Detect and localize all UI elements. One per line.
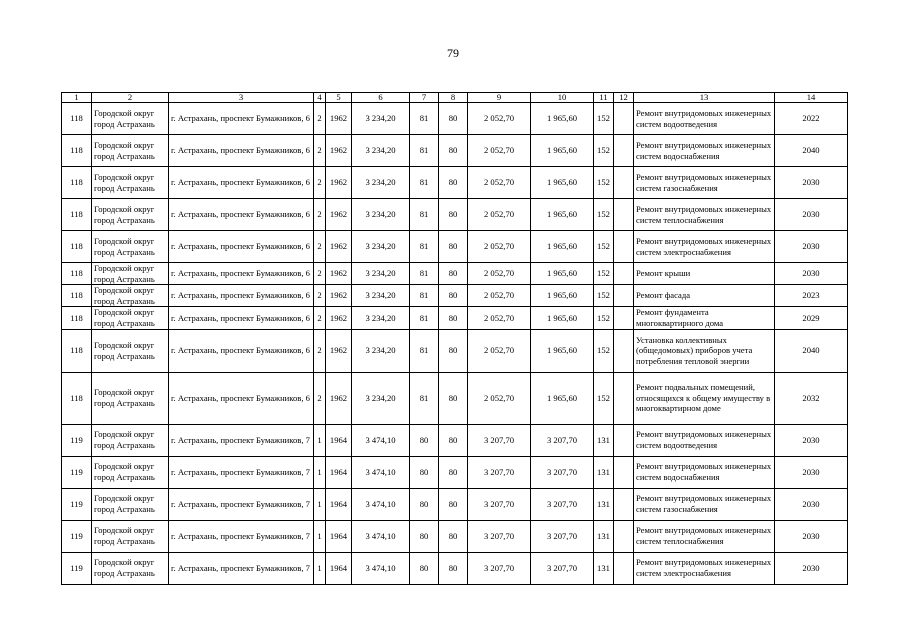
area-cell: 3 474,10 — [352, 456, 410, 488]
address-cell: г. Астрахань, проспект Бумажников, 7 — [169, 520, 314, 552]
col11-cell: 152 — [594, 103, 614, 135]
col11-cell: 152 — [594, 285, 614, 307]
planned-year-cell: 2023 — [775, 285, 848, 307]
col9-cell: 2 052,70 — [468, 135, 531, 167]
col4-cell: 1 — [314, 456, 326, 488]
work-type-cell: Ремонт внутридомовых инженерных систем теплоснабжения — [634, 520, 775, 552]
col12-cell — [614, 285, 634, 307]
col12-cell — [614, 520, 634, 552]
table-row — [62, 199, 848, 231]
column-number-row — [62, 93, 848, 103]
planned-year-cell: 2030 — [775, 552, 848, 584]
col11-cell: 131 — [594, 520, 614, 552]
col11-cell: 152 — [594, 372, 614, 424]
column-number-5: 5 — [326, 93, 352, 103]
col8-cell: 80 — [439, 488, 468, 520]
col8-cell: 80 — [439, 167, 468, 199]
col9-cell: 2 052,70 — [468, 285, 531, 307]
col9-cell: 3 207,70 — [468, 424, 531, 456]
work-type-cell: Ремонт внутридомовых инженерных систем теплоснабжения — [634, 199, 775, 231]
planned-year-cell: 2030 — [775, 167, 848, 199]
col4-cell: 2 — [314, 135, 326, 167]
work-type-cell: Ремонт внутридомовых инженерных систем электроснабжения — [634, 231, 775, 263]
address-cell: г. Астрахань, проспект Бумажников, 7 — [169, 456, 314, 488]
col12-cell — [614, 424, 634, 456]
column-number-14: 14 — [775, 93, 848, 103]
row-number: 118 — [62, 199, 92, 231]
col9-cell: 2 052,70 — [468, 231, 531, 263]
col12-cell — [614, 135, 634, 167]
planned-year-cell: 2030 — [775, 488, 848, 520]
area-cell: 3 234,20 — [352, 307, 410, 329]
table-row — [62, 329, 848, 372]
col11-cell: 152 — [594, 263, 614, 285]
area-cell: 3 234,20 — [352, 263, 410, 285]
year-cell: 1964 — [326, 520, 352, 552]
col7-cell: 81 — [410, 135, 439, 167]
col11-cell: 152 — [594, 329, 614, 372]
col7-cell: 81 — [410, 231, 439, 263]
col8-cell: 80 — [439, 263, 468, 285]
col7-cell: 80 — [410, 488, 439, 520]
municipality-cell: Городской округ город Астрахань — [92, 329, 169, 372]
planned-year-cell: 2029 — [775, 307, 848, 329]
address-cell: г. Астрахань, проспект Бумажников, 6 — [169, 307, 314, 329]
col9-cell: 2 052,70 — [468, 263, 531, 285]
col10-cell: 3 207,70 — [531, 552, 594, 584]
col12-cell — [614, 488, 634, 520]
year-cell: 1962 — [326, 263, 352, 285]
col11-cell: 152 — [594, 199, 614, 231]
work-type-cell: Ремонт внутридомовых инженерных систем водоотведения — [634, 424, 775, 456]
col7-cell: 81 — [410, 307, 439, 329]
page-number: 79 — [447, 46, 459, 60]
row-number: 118 — [62, 372, 92, 424]
col10-cell: 3 207,70 — [531, 456, 594, 488]
planned-year-cell: 2030 — [775, 456, 848, 488]
col4-cell: 2 — [314, 103, 326, 135]
col12-cell — [614, 372, 634, 424]
planned-year-cell: 2030 — [775, 231, 848, 263]
municipality-cell: Городской округ город Астрахань — [92, 285, 169, 307]
planned-year-cell: 2040 — [775, 135, 848, 167]
address-cell: г. Астрахань, проспект Бумажников, 6 — [169, 199, 314, 231]
row-number: 119 — [62, 456, 92, 488]
work-type-cell: Ремонт внутридомовых инженерных систем водоотведения — [634, 103, 775, 135]
col11-cell: 131 — [594, 456, 614, 488]
column-number-12: 12 — [614, 93, 634, 103]
year-cell: 1964 — [326, 424, 352, 456]
address-cell: г. Астрахань, проспект Бумажников, 6 — [169, 231, 314, 263]
work-type-cell: Ремонт крыши — [634, 263, 775, 285]
column-number-8: 8 — [439, 93, 468, 103]
col7-cell: 81 — [410, 199, 439, 231]
table-row — [62, 285, 848, 307]
address-cell: г. Астрахань, проспект Бумажников, 7 — [169, 552, 314, 584]
municipality-cell: Городской округ город Астрахань — [92, 488, 169, 520]
col4-cell: 2 — [314, 263, 326, 285]
area-cell: 3 474,10 — [352, 424, 410, 456]
work-type-cell: Ремонт внутридомовых инженерных систем электроснабжения — [634, 552, 775, 584]
column-number-2: 2 — [92, 93, 169, 103]
address-cell: г. Астрахань, проспект Бумажников, 6 — [169, 329, 314, 372]
municipality-cell: Городской округ город Астрахань — [92, 135, 169, 167]
planned-year-cell: 2030 — [775, 263, 848, 285]
col9-cell: 2 052,70 — [468, 167, 531, 199]
row-number: 118 — [62, 329, 92, 372]
col10-cell: 3 207,70 — [531, 520, 594, 552]
table-row — [62, 552, 848, 584]
col12-cell — [614, 329, 634, 372]
col9-cell: 3 207,70 — [468, 456, 531, 488]
col12-cell — [614, 456, 634, 488]
col11-cell: 152 — [594, 135, 614, 167]
col9-cell: 2 052,70 — [468, 372, 531, 424]
municipality-cell: Городской округ город Астрахань — [92, 552, 169, 584]
col8-cell: 80 — [439, 372, 468, 424]
row-number: 119 — [62, 424, 92, 456]
col10-cell: 3 207,70 — [531, 424, 594, 456]
col4-cell: 2 — [314, 372, 326, 424]
column-number-13: 13 — [634, 93, 775, 103]
col10-cell: 1 965,60 — [531, 199, 594, 231]
municipality-cell: Городской округ город Астрахань — [92, 372, 169, 424]
col8-cell: 80 — [439, 307, 468, 329]
col7-cell: 80 — [410, 424, 439, 456]
row-number: 119 — [62, 552, 92, 584]
col11-cell: 131 — [594, 424, 614, 456]
municipality-cell: Городской округ город Астрахань — [92, 231, 169, 263]
planned-year-cell: 2022 — [775, 103, 848, 135]
col4-cell: 1 — [314, 520, 326, 552]
work-type-cell: Ремонт внутридомовых инженерных систем водоснабжения — [634, 456, 775, 488]
year-cell: 1964 — [326, 552, 352, 584]
col11-cell: 152 — [594, 231, 614, 263]
row-number: 118 — [62, 285, 92, 307]
col9-cell: 2 052,70 — [468, 199, 531, 231]
table-row — [62, 372, 848, 424]
column-number-4: 4 — [314, 93, 326, 103]
year-cell: 1964 — [326, 488, 352, 520]
col10-cell: 1 965,60 — [531, 372, 594, 424]
col8-cell: 80 — [439, 520, 468, 552]
col4-cell: 1 — [314, 488, 326, 520]
area-cell: 3 234,20 — [352, 103, 410, 135]
address-cell: г. Астрахань, проспект Бумажников, 6 — [169, 285, 314, 307]
col10-cell: 1 965,60 — [531, 103, 594, 135]
column-number-7: 7 — [410, 93, 439, 103]
col12-cell — [614, 307, 634, 329]
col12-cell — [614, 263, 634, 285]
area-cell: 3 474,10 — [352, 488, 410, 520]
col7-cell: 81 — [410, 329, 439, 372]
year-cell: 1962 — [326, 199, 352, 231]
col9-cell: 2 052,70 — [468, 329, 531, 372]
col12-cell — [614, 103, 634, 135]
area-cell: 3 234,20 — [352, 231, 410, 263]
col4-cell: 1 — [314, 552, 326, 584]
row-number: 118 — [62, 167, 92, 199]
row-number: 118 — [62, 307, 92, 329]
area-cell: 3 234,20 — [352, 285, 410, 307]
col4-cell: 2 — [314, 231, 326, 263]
col8-cell: 80 — [439, 199, 468, 231]
col10-cell: 1 965,60 — [531, 307, 594, 329]
work-type-cell: Установка коллективных (общедомовых) приборов учета потребления тепловой энергии — [634, 329, 775, 372]
column-number-3: 3 — [169, 93, 314, 103]
address-cell: г. Астрахань, проспект Бумажников, 6 — [169, 167, 314, 199]
planned-year-cell: 2030 — [775, 424, 848, 456]
col4-cell: 2 — [314, 199, 326, 231]
column-number-10: 10 — [531, 93, 594, 103]
col10-cell: 1 965,60 — [531, 231, 594, 263]
col12-cell — [614, 199, 634, 231]
year-cell: 1962 — [326, 372, 352, 424]
planned-year-cell: 2030 — [775, 199, 848, 231]
column-number-6: 6 — [352, 93, 410, 103]
area-cell: 3 234,20 — [352, 135, 410, 167]
column-number-1: 1 — [62, 93, 92, 103]
col10-cell: 1 965,60 — [531, 329, 594, 372]
col8-cell: 80 — [439, 103, 468, 135]
column-number-9: 9 — [468, 93, 531, 103]
table-row — [62, 488, 848, 520]
work-type-cell: Ремонт внутридомовых инженерных систем водоснабжения — [634, 135, 775, 167]
col10-cell: 1 965,60 — [531, 285, 594, 307]
year-cell: 1962 — [326, 285, 352, 307]
row-number: 119 — [62, 520, 92, 552]
year-cell: 1964 — [326, 456, 352, 488]
column-number-11: 11 — [594, 93, 614, 103]
col7-cell: 80 — [410, 520, 439, 552]
col11-cell: 152 — [594, 167, 614, 199]
col10-cell: 1 965,60 — [531, 135, 594, 167]
row-number: 118 — [62, 231, 92, 263]
municipality-cell: Городской округ город Астрахань — [92, 167, 169, 199]
col8-cell: 80 — [439, 231, 468, 263]
row-number: 118 — [62, 263, 92, 285]
table-row — [62, 135, 848, 167]
col9-cell: 2 052,70 — [468, 307, 531, 329]
col11-cell: 131 — [594, 552, 614, 584]
capital-repair-table — [61, 92, 848, 585]
area-cell: 3 234,20 — [352, 329, 410, 372]
col7-cell: 80 — [410, 456, 439, 488]
address-cell: г. Астрахань, проспект Бумажников, 6 — [169, 135, 314, 167]
col7-cell: 81 — [410, 285, 439, 307]
col9-cell: 3 207,70 — [468, 552, 531, 584]
municipality-cell: Городской округ город Астрахань — [92, 307, 169, 329]
municipality-cell: Городской округ город Астрахань — [92, 456, 169, 488]
col11-cell: 131 — [594, 488, 614, 520]
year-cell: 1962 — [326, 135, 352, 167]
col8-cell: 80 — [439, 285, 468, 307]
municipality-cell: Городской округ город Астрахань — [92, 103, 169, 135]
col9-cell: 3 207,70 — [468, 488, 531, 520]
col7-cell: 81 — [410, 263, 439, 285]
col4-cell: 2 — [314, 329, 326, 372]
table-body — [62, 103, 848, 585]
col8-cell: 80 — [439, 456, 468, 488]
work-type-cell: Ремонт фасада — [634, 285, 775, 307]
table-row — [62, 456, 848, 488]
col9-cell: 2 052,70 — [468, 103, 531, 135]
col12-cell — [614, 552, 634, 584]
address-cell: г. Астрахань, проспект Бумажников, 6 — [169, 263, 314, 285]
year-cell: 1962 — [326, 307, 352, 329]
table-row — [62, 167, 848, 199]
municipality-cell: Городской округ город Астрахань — [92, 520, 169, 552]
address-cell: г. Астрахань, проспект Бумажников, 6 — [169, 372, 314, 424]
table-row — [62, 520, 848, 552]
area-cell: 3 234,20 — [352, 167, 410, 199]
col10-cell: 1 965,60 — [531, 263, 594, 285]
col4-cell: 2 — [314, 285, 326, 307]
table-row — [62, 424, 848, 456]
col7-cell: 81 — [410, 103, 439, 135]
table-row — [62, 231, 848, 263]
year-cell: 1962 — [326, 103, 352, 135]
col8-cell: 80 — [439, 424, 468, 456]
col11-cell: 152 — [594, 307, 614, 329]
row-number: 118 — [62, 135, 92, 167]
year-cell: 1962 — [326, 329, 352, 372]
table-row — [62, 307, 848, 329]
row-number: 119 — [62, 488, 92, 520]
col7-cell: 81 — [410, 167, 439, 199]
municipality-cell: Городской округ город Астрахань — [92, 199, 169, 231]
planned-year-cell: 2032 — [775, 372, 848, 424]
col8-cell: 80 — [439, 552, 468, 584]
col7-cell: 81 — [410, 372, 439, 424]
planned-year-cell: 2030 — [775, 520, 848, 552]
area-cell: 3 234,20 — [352, 372, 410, 424]
planned-year-cell: 2040 — [775, 329, 848, 372]
col4-cell: 1 — [314, 424, 326, 456]
work-type-cell: Ремонт внутридомовых инженерных систем газоснабжения — [634, 167, 775, 199]
municipality-cell: Городской округ город Астрахань — [92, 424, 169, 456]
col8-cell: 80 — [439, 329, 468, 372]
work-type-cell: Ремонт подвальных помещений, относящихся к общему имуществу в многоквартирном доме — [634, 372, 775, 424]
row-number: 118 — [62, 103, 92, 135]
area-cell: 3 474,10 — [352, 520, 410, 552]
work-type-cell: Ремонт фундамента многоквартирного дома — [634, 307, 775, 329]
col10-cell: 1 965,60 — [531, 167, 594, 199]
col9-cell: 3 207,70 — [468, 520, 531, 552]
area-cell: 3 234,20 — [352, 199, 410, 231]
col4-cell: 2 — [314, 167, 326, 199]
col8-cell: 80 — [439, 135, 468, 167]
address-cell: г. Астрахань, проспект Бумажников, 6 — [169, 103, 314, 135]
address-cell: г. Астрахань, проспект Бумажников, 7 — [169, 424, 314, 456]
address-cell: г. Астрахань, проспект Бумажников, 7 — [169, 488, 314, 520]
col10-cell: 3 207,70 — [531, 488, 594, 520]
table-row — [62, 103, 848, 135]
municipality-cell: Городской округ город Астрахань — [92, 263, 169, 285]
year-cell: 1962 — [326, 167, 352, 199]
col12-cell — [614, 167, 634, 199]
col7-cell: 80 — [410, 552, 439, 584]
work-type-cell: Ремонт внутридомовых инженерных систем газоснабжения — [634, 488, 775, 520]
col4-cell: 2 — [314, 307, 326, 329]
col12-cell — [614, 231, 634, 263]
area-cell: 3 474,10 — [352, 552, 410, 584]
year-cell: 1962 — [326, 231, 352, 263]
table-row — [62, 263, 848, 285]
